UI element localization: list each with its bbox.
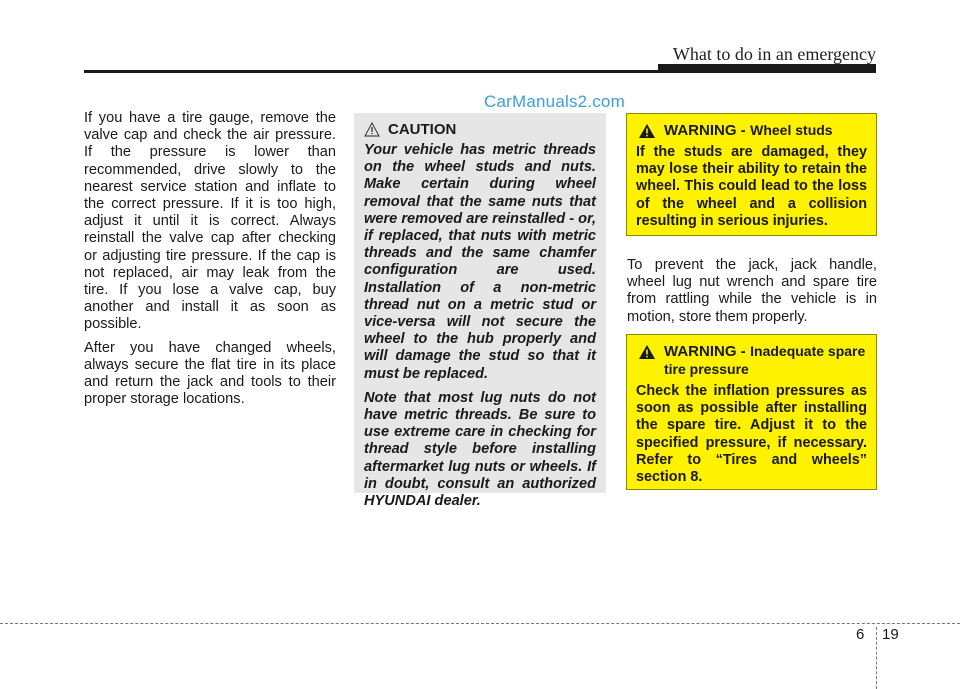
chapter-number: 6 — [856, 626, 865, 643]
paragraph-after-changing: After you have changed wheels, always secure the flat tire in its place and return the jack and tools to their proper storage locations. — [84, 339, 336, 408]
body-column-right — [627, 257, 877, 326]
caution-box — [354, 113, 606, 510]
warning-header-spare — [636, 343, 867, 379]
section-title: What to do in an emergency — [672, 44, 876, 64]
caution-triangle-icon — [364, 122, 380, 137]
warning-subtitle: Wheel studs — [750, 122, 833, 138]
caution-paragraph-metric: Your vehicle has metric threads on the wheel studs and nuts. Make certain during wheel removal that the same nuts that were removed are reinstalled - or, if replaced, that nuts with metric threads and the same chamfer configuration are used. Installation of a non-metric thread nut on a metric stud or vice-versa will not secure the wheel to the hub properly and will damage the stud so that it must be replaced. — [364, 142, 596, 382]
warning-header-studs — [636, 122, 867, 140]
warning-box-spare-pressure — [626, 334, 877, 490]
page-number: 19 — [882, 626, 899, 643]
warning-box-wheel-studs — [626, 113, 877, 236]
page-separator — [876, 627, 877, 689]
warning-triangle-icon — [638, 123, 656, 139]
caution-paragraph-lug-nuts: Note that most lug nuts do not have metric threads. Be sure to use extreme care in checking for thread style before installing aftermarket lug nuts or wheels. If in doubt, consult an authorized HYUNDAI dealer. — [364, 389, 596, 510]
warning-heading-studs — [664, 122, 833, 140]
warning-label: WARNING - — [664, 343, 746, 360]
body-column-left — [84, 110, 336, 414]
footer-rule — [0, 623, 960, 624]
header-rule — [84, 70, 876, 73]
warning-triangle-icon — [638, 344, 656, 360]
paragraph-store-jack: To prevent the jack, jack handle, wheel lug nut wrench and spare tire from rattling while the vehicle is in motion, store them properly. — [627, 257, 877, 325]
watermark: CarManuals2.com — [484, 92, 625, 111]
warning-text-spare: Check the inflation pressures as soon as possible after installing the spare tire. Adjust it to the specified pressure, if necessary. Refer to “Tires and wheels” section 8. — [636, 383, 867, 486]
warning-heading-spare — [664, 343, 867, 379]
warning-label: WARNING - — [664, 122, 746, 139]
caution-title: CAUTION — [388, 121, 457, 138]
warning-subtitle: Inadequate spare tire pressure — [664, 343, 866, 377]
warning-text-studs: If the studs are damaged, they may lose their ability to retain the wheel. This could lead to the loss of the wheel and a collision resulting in serious injuries. — [636, 144, 867, 229]
caution-header — [364, 121, 596, 138]
paragraph-tire-gauge: If you have a tire gauge, remove the valve cap and check the air pressure. If the pressure is lower than recommended, drive slowly to the nearest service station and inflate to the correct pressure. If it is too high, adjust it until it is correct. Always reinstall the valve cap after checking or adjusting tire pressure. If the cap is not replaced, air may leak from the tire. If you lose a valve cap, buy another and install it as soon as possible. — [84, 110, 336, 333]
